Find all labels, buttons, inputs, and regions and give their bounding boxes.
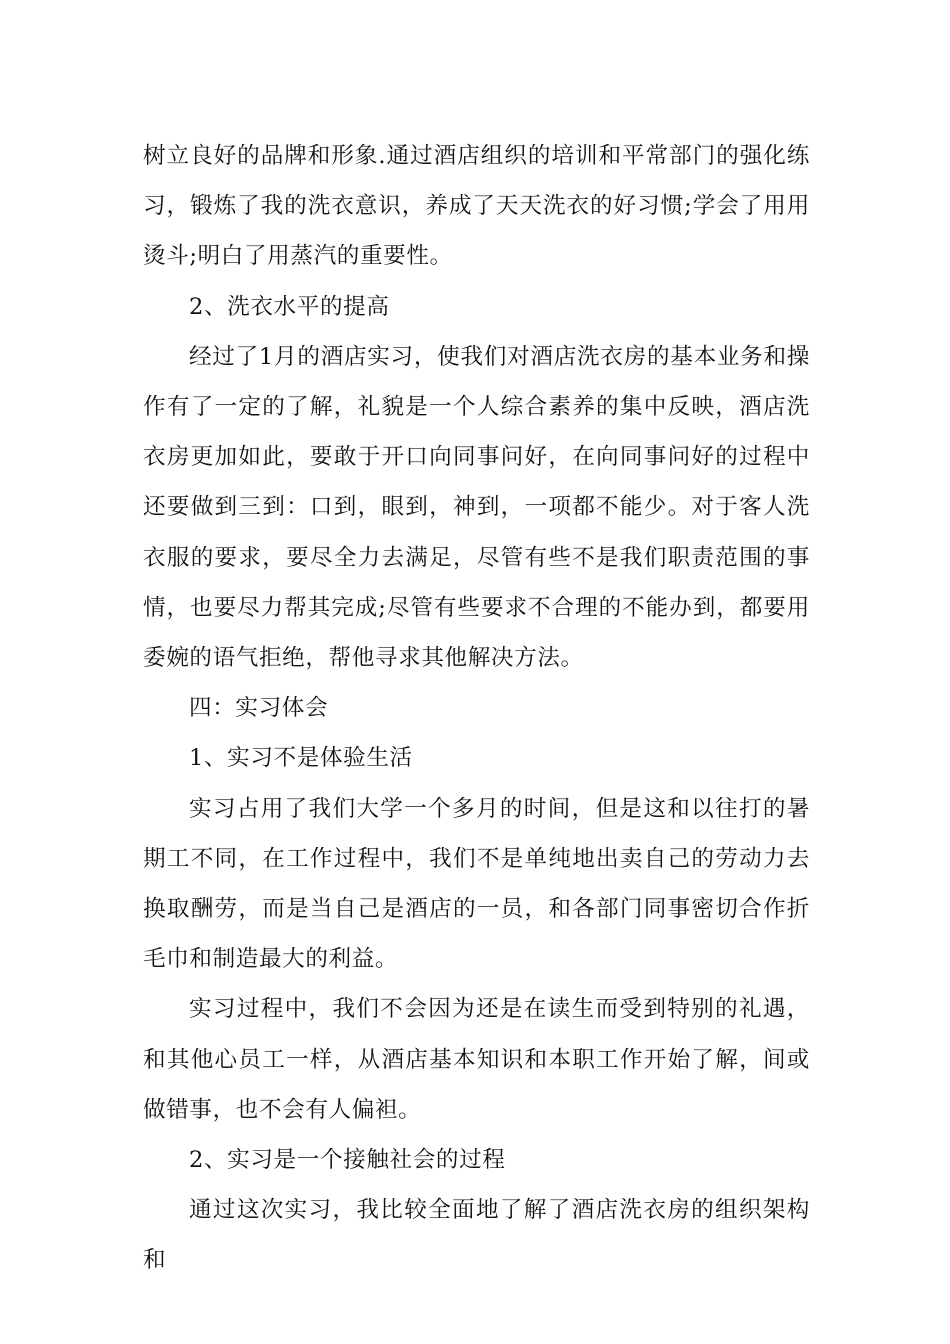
- paragraph-continuation: 树立良好的品牌和形象.通过酒店组织的培训和平常部门的强化练习，锻炼了我的洗衣意识，养成了天天洗衣的好习惯;学会了用用烫斗;明白了用蒸汽的重要性。: [143, 143, 810, 270]
- paragraph-organization-structure: 通过这次实习，我比较全面地了解了酒店洗衣房的组织架构和: [143, 1197, 810, 1274]
- subheading-contact-society: 2、实习是一个接触社会的过程: [189, 1147, 506, 1174]
- paragraph-internship-time: 实习占用了我们大学一个多月的时间，但是这和以往打的暑期工不同，在工作过程中，我们不是单纯地出卖自己的劳动力去换取酬劳，而是当自己是酒店的一员，和各部门同事密切合作折毛巾和制造最大的利益。: [143, 795, 810, 973]
- subheading-not-experiencing-life: 1、实习不是体验生活: [189, 745, 413, 772]
- paragraph-internship-experience: 经过了1月的酒店实习，使我们对酒店洗衣房的基本业务和操作有了一定的了解，礼貌是一个人综合素养的集中反映，酒店洗衣房更加如此，要敢于开口向同事问好，在向同事问好的过程中还要做到三到：口到，眼到，神到，一项都不能少。对于客人洗衣服的要求，要尽全力去满足，尽管有些不是我们职责范围的事情，也要尽力帮其完成;尽管有些要求不合理的不能办到，都要用委婉的语气拒绝，帮他寻求其他解决方法。: [143, 343, 810, 672]
- section-heading-internship-reflection: 四：实习体会: [189, 695, 329, 722]
- document-body: [143, 131, 810, 1286]
- section-heading-laundry-skill: 2、洗衣水平的提高: [189, 293, 390, 320]
- paragraph-internship-process: 实习过程中，我们不会因为还是在读生而受到特别的礼遇，和其他心员工一样，从酒店基本知识和本职工作开始了解，间或做错事，也不会有人偏袒。: [143, 996, 810, 1123]
